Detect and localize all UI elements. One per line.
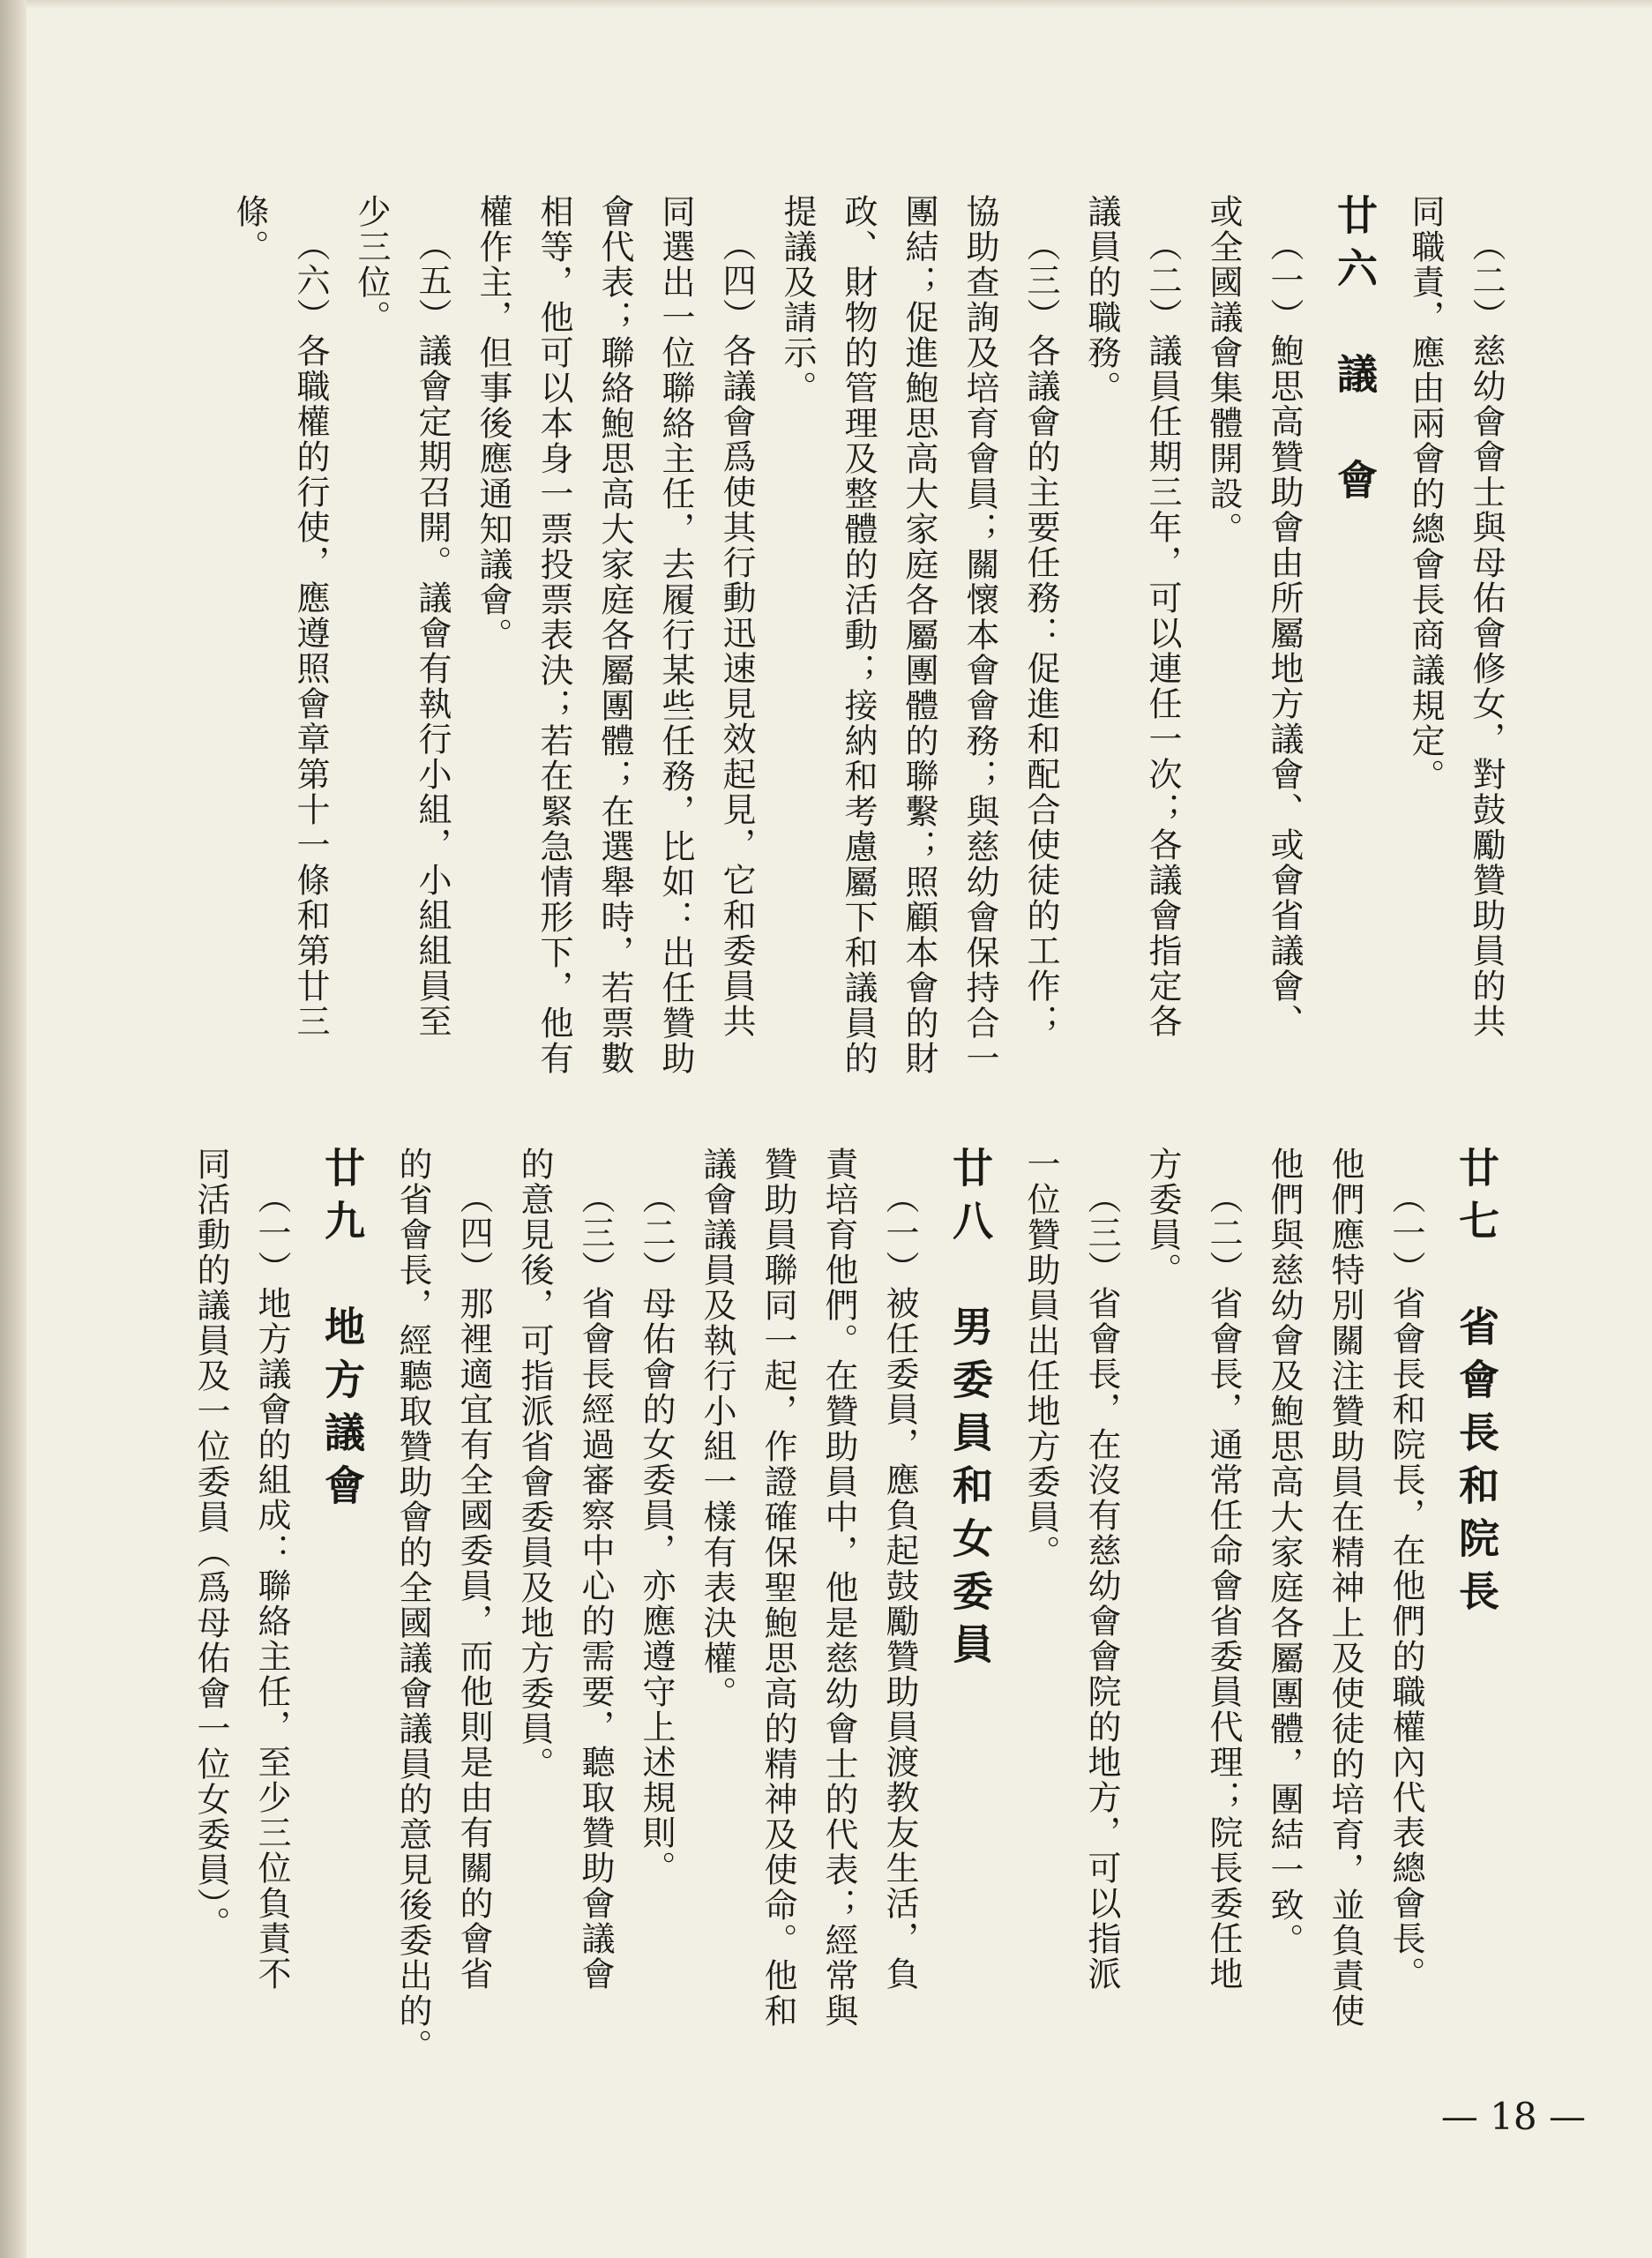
- page-shadow: [26, 0, 1652, 9]
- text-line: 他們應特別關注贊助員在精神上及使徒的培育，並負責使: [1326, 1147, 1364, 2029]
- text-line: 同活動的議員及一位委員（爲母佑會一位女委員）。: [191, 1147, 230, 1941]
- text-line: （三）省會長，在沒有慈幼會會院的地方，可以指派: [1082, 1180, 1121, 1992]
- text-line: （一）省會長和院長，在他們的職權內代表總會長。: [1387, 1180, 1425, 1992]
- text-line: 議會議員及執行小組一樣有表決權。: [698, 1147, 736, 1711]
- binding-edge: [0, 0, 26, 2258]
- text-line: 團結；促進鮑思高大家庭各屬團體的聯繫；照顧本會的財: [900, 194, 938, 1076]
- text-line: 少三位。: [352, 194, 391, 335]
- text-line: （三）各議會的主要任務：促進和配合使徒的工作；: [1021, 228, 1060, 1039]
- text-line: 條。: [230, 194, 269, 265]
- text-line: 權作主，但事後應通知議會。: [474, 194, 512, 653]
- text-line: 同選出一位聯絡主任，去履行某些任務，比如：出任贊助: [656, 194, 695, 1076]
- text-line: 責培育他們。在贊助員中，他是慈幼會士的代表；經常與: [819, 1147, 858, 2029]
- text-line: （四）那裡適宜有全國委員，而他則是由有關的會省: [454, 1180, 493, 1992]
- text-line: 會代表；聯絡鮑思高大家庭各屬團體；在選舉時，若票數: [595, 194, 634, 1076]
- section-heading-26: 廿六 議 會: [1331, 194, 1379, 512]
- text-line: （六）各職權的行使，應遵照會章第十一條和第廿三: [291, 228, 330, 1039]
- text-line: （一）地方議會的組成：聯絡主任，至少三位負責不: [252, 1180, 291, 1992]
- text-line: 的省會長，經聽取贊助會的全國議會議員的意見後委出的。: [393, 1147, 432, 2064]
- text-line: 贊助員聯同一起，作證確保聖鮑思高的精神及使命。他和: [759, 1147, 797, 2029]
- text-line: 方委員。: [1143, 1147, 1182, 1288]
- text-line: 同職責，應由兩會的總會長商議規定。: [1406, 194, 1445, 794]
- text-line: （三）省會長經過審察中心的需要，聽取贊助會議會: [576, 1180, 615, 1992]
- page-number: — 18 —: [1440, 2095, 1586, 2138]
- text-line: （二）母佑會的女委員，亦應遵守上述規則。: [637, 1180, 676, 1886]
- bottom-text-block: [193, 1147, 1504, 2152]
- text-line: （一）被任委員，應負起鼓勵贊助員渡教友生活，負: [880, 1180, 919, 1992]
- section-heading-29: 廿九 地方議會: [318, 1147, 366, 1517]
- text-line: （二）慈幼會會士與母佑會修女，對鼓勵贊助員的共: [1467, 228, 1506, 1039]
- text-line: 政、財物的管理及整體的活動；接納和考慮屬下和議員的: [839, 194, 878, 1076]
- text-line: （二）議員任期三年，可以連任一次；各議會指定各: [1143, 228, 1182, 1039]
- text-line: （四）各議會爲使其行動迅速見效起見，它和委員共: [717, 228, 756, 1039]
- text-line: 議員的職務。: [1082, 194, 1121, 406]
- text-line: 的意見後，可指派省會委員及地方委員。: [515, 1147, 554, 1782]
- text-line: 相等，他可以本身一票投票表決；若在緊急情形下，他有: [534, 194, 573, 1076]
- text-line: （五）議會定期召開。議會有執行小組，小組組員至: [413, 228, 452, 1039]
- section-heading-28: 廿八 男委員和女委員: [946, 1147, 994, 1676]
- top-text-block: [232, 194, 1504, 1147]
- text-line: 或全國議會集體開設。: [1204, 194, 1243, 547]
- text-line: 他們與慈幼會及鮑思高大家庭各屬團體，團結一致。: [1265, 1147, 1304, 1958]
- text-line: 一位贊助員出任地方委員。: [1021, 1147, 1060, 1570]
- text-line: （二）省會長，通常任命會省委員代理；院長委任地: [1204, 1180, 1243, 1992]
- text-line: 協助查詢及培育會員；關懷本會會務；與慈幼會保持合一: [961, 194, 999, 1076]
- section-heading-27: 廿七 省會長和院長: [1453, 1147, 1500, 1623]
- text-line: （一）鮑思高贊助會由所屬地方議會、或會省議會、: [1265, 228, 1304, 1039]
- text-line: 提議及請示。: [778, 194, 817, 406]
